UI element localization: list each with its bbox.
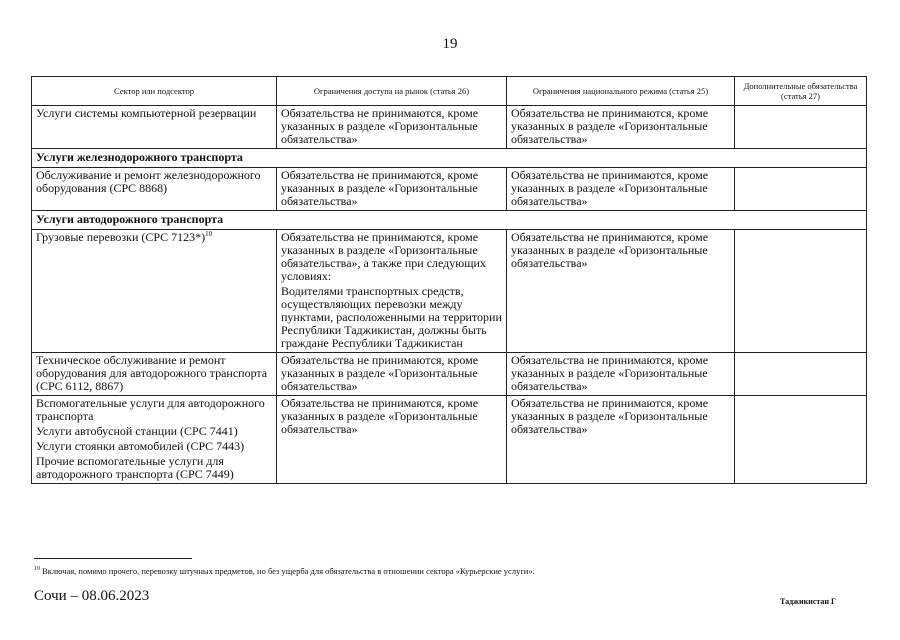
section-row-rail [32, 149, 867, 168]
sector-cell: Услуги системы компьютерной резервации [32, 106, 277, 149]
sector-cell: Обслуживание и ремонт железнодорожного оборудования (CPC 8868) [32, 168, 277, 211]
additional-cell [735, 168, 867, 211]
market-access-text: Обязательства не принимаются, кроме указанных в разделе «Горизонтальные обязательства», а также при следующих условиях: [281, 230, 486, 283]
market-access-cell: Обязательства не принимаются, кроме указанных в разделе «Горизонтальные обязательства» [277, 396, 507, 484]
page-number: 19 [442, 36, 458, 52]
national-treatment-cell: Обязательства не принимаются, кроме указанных в разделе «Горизонтальные обязательства» [507, 396, 735, 484]
national-treatment-cell: Обязательства не принимаются, кроме указанных в разделе «Горизонтальные обязательства» [507, 106, 735, 149]
sector-text: Грузовые перевозки (CPC 7123*) [36, 230, 206, 244]
commitments-table [31, 76, 867, 484]
sector-cell: Техническое обслуживание и ремонт оборудования для автодорожного транспорта (CPC 6112, 8867) [32, 353, 277, 396]
footnote-text: Включая, помимо прочего, перевозку штучных предметов, но без ущерба для обязательства в отношении сектора «Курьерские услуги». [42, 566, 535, 576]
table-row [32, 106, 867, 149]
national-treatment-cell: Обязательства не принимаются, кроме указанных в разделе «Горизонтальные обязательства» [507, 353, 735, 396]
header-sector: Сектор или подсектор [32, 77, 277, 106]
additional-cell [735, 396, 867, 484]
footer-country: Таджикистан Г [780, 597, 837, 606]
sector-cell [32, 230, 277, 353]
sector-text: Услуги автобусной станции (CPC 7441) [36, 424, 238, 438]
market-access-cell [277, 230, 507, 353]
footnote-number: 10 [34, 566, 40, 573]
header-national-treatment: Ограничения национального режима (статья 25) [507, 77, 735, 106]
sector-cell [32, 396, 277, 484]
sector-text: Прочие вспомогательные услуги для автодорожного транспорта (CPC 7449) [36, 454, 234, 481]
footnote-ref: 10 [205, 230, 213, 238]
table-row [32, 168, 867, 211]
footnote-divider [34, 558, 192, 559]
header-market-access: Ограничения доступа на рынок (статья 26) [277, 77, 507, 106]
market-access-cell: Обязательства не принимаются, кроме указанных в разделе «Горизонтальные обязательства» [277, 353, 507, 396]
market-access-cell: Обязательства не принимаются, кроме указанных в разделе «Горизонтальные обязательства» [277, 168, 507, 211]
table-row [32, 353, 867, 396]
table-row [32, 230, 867, 353]
national-treatment-cell: Обязательства не принимаются, кроме указанных в разделе «Горизонтальные обязательства» [507, 230, 735, 353]
footer-location-date: Сочи – 08.06.2023 [34, 588, 150, 604]
section-title: Услуги автодорожного транспорта [32, 211, 867, 230]
sector-text: Услуги стоянки автомобилей (CPC 7443) [36, 439, 245, 453]
additional-cell [735, 106, 867, 149]
footnote [34, 566, 535, 576]
table-row [32, 396, 867, 484]
additional-cell [735, 353, 867, 396]
sector-text: Вспомогательные услуги для автодорожного транспорта [36, 396, 265, 423]
market-access-condition: Водителями транспортных средств, осуществляющих перевозки между пунктами, расположенными на территории Республики Таджикистан, должны быть граждане Республики Таджикистан [281, 284, 502, 350]
header-additional-commitments: Дополнительные обязательства (статья 27) [735, 77, 867, 106]
market-access-cell: Обязательства не принимаются, кроме указанных в разделе «Горизонтальные обязательства» [277, 106, 507, 149]
national-treatment-cell: Обязательства не принимаются, кроме указанных в разделе «Горизонтальные обязательства» [507, 168, 735, 211]
table-header-row [32, 77, 867, 106]
section-row-road [32, 211, 867, 230]
section-title: Услуги железнодорожного транспорта [32, 149, 867, 168]
additional-cell [735, 230, 867, 353]
